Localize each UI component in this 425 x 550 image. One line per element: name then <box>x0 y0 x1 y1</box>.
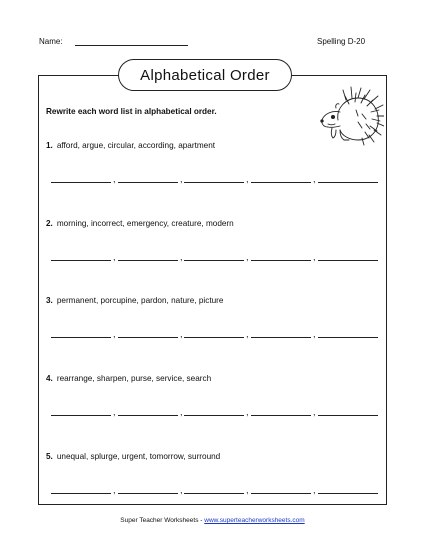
answer-blank[interactable] <box>318 415 378 416</box>
question-number: 1. <box>46 141 53 150</box>
answer-blank[interactable] <box>318 493 378 494</box>
comma-separator: , <box>113 485 116 495</box>
answer-blank[interactable] <box>184 182 244 183</box>
answer-blank[interactable] <box>118 182 178 183</box>
footer <box>0 517 425 524</box>
answer-blank[interactable] <box>251 182 311 183</box>
answer-blank[interactable] <box>118 337 178 338</box>
answer-blank[interactable] <box>184 493 244 494</box>
comma-separator: , <box>246 174 249 184</box>
answer-blank[interactable] <box>51 182 111 183</box>
answer-blank[interactable] <box>51 415 111 416</box>
footer-brand: Super Teacher Worksheets <box>120 517 199 524</box>
comma-separator: , <box>113 407 116 417</box>
answer-blank[interactable] <box>251 337 311 338</box>
question-5 <box>46 452 220 461</box>
comma-separator: , <box>180 485 183 495</box>
comma-separator: , <box>180 407 183 417</box>
question-3 <box>46 296 223 305</box>
comma-separator: , <box>180 329 183 339</box>
comma-separator: , <box>246 407 249 417</box>
comma-separator: , <box>113 329 116 339</box>
footer-link[interactable]: www.superteacherworksheets.com <box>204 517 305 524</box>
answer-blank[interactable] <box>184 260 244 261</box>
comma-separator: , <box>313 329 316 339</box>
question-number: 5. <box>46 452 53 461</box>
comma-separator: , <box>180 252 183 262</box>
answer-blank[interactable] <box>318 260 378 261</box>
answer-blank[interactable] <box>318 182 378 183</box>
question-number: 2. <box>46 219 53 228</box>
comma-separator: , <box>246 329 249 339</box>
answer-blank[interactable] <box>184 337 244 338</box>
name-field[interactable] <box>75 45 188 46</box>
answer-blank[interactable] <box>251 260 311 261</box>
answer-blank[interactable] <box>118 493 178 494</box>
answer-blank[interactable] <box>251 493 311 494</box>
answer-blank[interactable] <box>51 260 111 261</box>
page-title: Alphabetical Order <box>118 59 292 91</box>
question-4 <box>46 374 211 383</box>
answer-blank[interactable] <box>184 415 244 416</box>
comma-separator: , <box>113 174 116 184</box>
answer-blank[interactable] <box>251 415 311 416</box>
question-2 <box>46 219 234 228</box>
instructions: Rewrite each word list in alphabetical order. <box>46 107 217 116</box>
porcupine-icon <box>316 86 384 146</box>
word-list: rearrange, sharpen, purse, service, search <box>56 374 212 383</box>
comma-separator: , <box>113 252 116 262</box>
question-number: 3. <box>46 296 53 305</box>
worksheet-code: Spelling D-20 <box>317 37 366 46</box>
answer-blank[interactable] <box>118 415 178 416</box>
word-list: morning, incorrect, emergency, creature, modern <box>56 219 234 228</box>
comma-separator: , <box>313 174 316 184</box>
question-number: 4. <box>46 374 53 383</box>
answer-blank[interactable] <box>51 493 111 494</box>
question-1 <box>46 141 215 150</box>
comma-separator: , <box>180 174 183 184</box>
answer-blank[interactable] <box>51 337 111 338</box>
name-label: Name: <box>39 37 63 46</box>
footer-dash: - <box>198 517 205 524</box>
comma-separator: , <box>313 485 316 495</box>
word-list: afford, argue, circular, according, apartment <box>56 141 216 150</box>
comma-separator: , <box>246 485 249 495</box>
comma-separator: , <box>246 252 249 262</box>
answer-blank[interactable] <box>318 337 378 338</box>
answer-blank[interactable] <box>118 260 178 261</box>
word-list: unequal, splurge, urgent, tomorrow, surround <box>56 452 221 461</box>
comma-separator: , <box>313 252 316 262</box>
word-list: permanent, porcupine, pardon, nature, picture <box>56 296 224 305</box>
comma-separator: , <box>313 407 316 417</box>
